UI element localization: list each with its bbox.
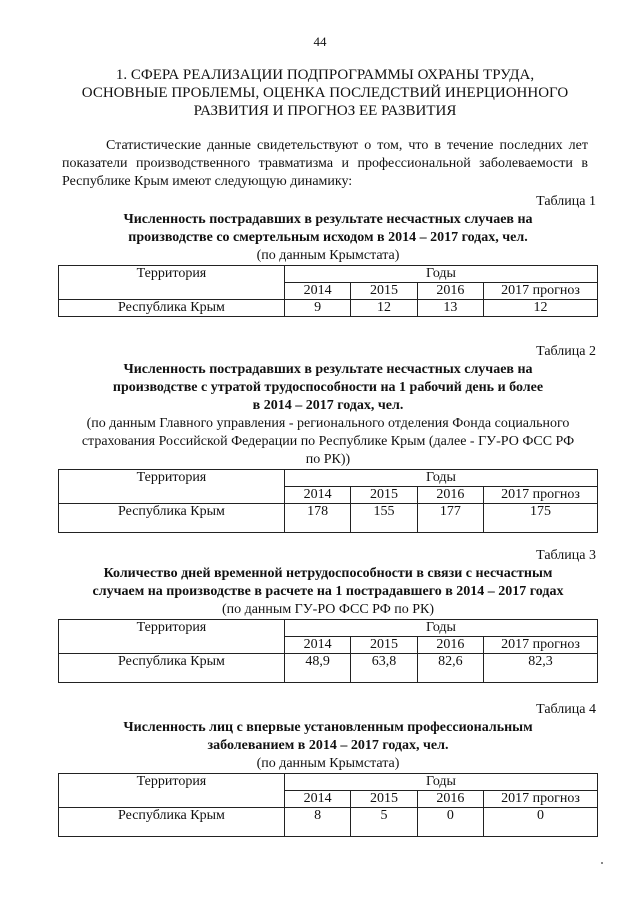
table-title-line: Численность пострадавших в результате несчастных случаев на bbox=[123, 362, 533, 377]
table-source: (по данным Главного управления - регионального отделения Фонда социального страхования Российской Федерации по Республике Крым (далее - ГУ-РО ФСС РФ по РК)) bbox=[81, 416, 575, 467]
table-row bbox=[59, 654, 598, 683]
value-cell: 12 bbox=[351, 300, 417, 317]
intro-text: Статистические данные свидетельствуют о том, что в течение последних лет показатели производственного травматизма и профессиональной заболеваемости в Республике Крым имеют следующую динамику: bbox=[62, 138, 588, 189]
row-label: Республика Крым bbox=[59, 504, 285, 533]
value-cell: 82,6 bbox=[417, 654, 483, 683]
table-title-line: Количество дней временной нетрудоспособности в связи с несчастным bbox=[103, 566, 553, 581]
table-title-line: заболеванием в 2014 – 2017 годах, чел. bbox=[207, 738, 449, 753]
table-title bbox=[58, 565, 598, 601]
table-header-row bbox=[59, 266, 598, 283]
table-title-line: Численность лиц с впервые установленным профессиональным bbox=[123, 720, 533, 735]
table-number: Таблица 1 bbox=[536, 194, 596, 209]
value-cell: 5 bbox=[351, 808, 417, 837]
year-cell: 2015 bbox=[351, 283, 417, 300]
table-source: (по данным ГУ-РО ФСС РФ по РК) bbox=[221, 602, 435, 617]
table-source: (по данным Крымстата) bbox=[256, 756, 400, 771]
table-header-row bbox=[59, 470, 598, 487]
table-row bbox=[59, 808, 598, 837]
year-cell: 2016 bbox=[417, 791, 483, 808]
year-cell: 2016 bbox=[417, 637, 483, 654]
year-cell: 2017 прогноз bbox=[484, 637, 598, 654]
table-title-line: производстве с утратой трудоспособности на 1 рабочий день и более bbox=[112, 380, 544, 395]
year-cell: 2017 прогноз bbox=[484, 487, 598, 504]
year-cell: 2015 bbox=[351, 637, 417, 654]
value-cell: 63,8 bbox=[351, 654, 417, 683]
year-cell: 2016 bbox=[417, 487, 483, 504]
heading-line: РАЗВИТИЯ И ПРОГНОЗ ЕЕ РАЗВИТИЯ bbox=[193, 103, 457, 119]
year-cell: 2015 bbox=[351, 487, 417, 504]
years-header: Годы bbox=[284, 266, 597, 283]
year-cell: 2017 прогноз bbox=[484, 791, 598, 808]
year-cell: 2014 bbox=[284, 791, 350, 808]
table-title-line: в 2014 – 2017 годах, чел. bbox=[252, 398, 404, 413]
value-cell: 13 bbox=[417, 300, 483, 317]
value-cell: 178 bbox=[284, 504, 350, 533]
table-title-line: производстве со смертельным исходом в 2014 – 2017 годах, чел. bbox=[128, 230, 528, 245]
table-4-block bbox=[58, 701, 598, 837]
value-cell: 48,9 bbox=[284, 654, 350, 683]
value-cell: 155 bbox=[351, 504, 417, 533]
table-title-line: Численность пострадавших в результате несчастных случаев на bbox=[123, 212, 533, 227]
intro-paragraph bbox=[62, 137, 588, 191]
table-number: Таблица 2 bbox=[536, 344, 596, 359]
scan-speck bbox=[601, 862, 603, 864]
table-source: (по данным Крымстата) bbox=[256, 248, 400, 263]
row-label: Республика Крым bbox=[59, 808, 285, 837]
years-header: Годы bbox=[284, 620, 597, 637]
years-header: Годы bbox=[284, 470, 597, 487]
heading-line: 1. СФЕРА РЕАЛИЗАЦИИ ПОДПРОГРАММЫ ОХРАНЫ ТРУДА, bbox=[115, 67, 535, 83]
data-table bbox=[58, 773, 598, 837]
year-cell: 2014 bbox=[284, 283, 350, 300]
table-3-block bbox=[58, 547, 598, 683]
table-title bbox=[68, 719, 588, 755]
table-number: Таблица 4 bbox=[536, 702, 596, 717]
year-cell: 2015 bbox=[351, 791, 417, 808]
value-cell: 0 bbox=[417, 808, 483, 837]
table-title bbox=[68, 361, 588, 415]
table-title bbox=[68, 211, 588, 247]
year-cell: 2014 bbox=[284, 487, 350, 504]
territory-header: Территория bbox=[59, 620, 285, 654]
page-number: 44 bbox=[313, 34, 327, 49]
value-cell: 12 bbox=[484, 300, 598, 317]
value-cell: 0 bbox=[484, 808, 598, 837]
table-1-block bbox=[58, 193, 598, 317]
value-cell: 82,3 bbox=[484, 654, 598, 683]
table-2-block bbox=[58, 343, 598, 533]
row-label: Республика Крым bbox=[59, 300, 285, 317]
table-header-row bbox=[59, 620, 598, 637]
data-table bbox=[58, 265, 598, 317]
section-heading bbox=[62, 66, 588, 120]
years-header: Годы bbox=[284, 774, 597, 791]
row-label: Республика Крым bbox=[59, 654, 285, 683]
table-header-row bbox=[59, 774, 598, 791]
territory-header: Территория bbox=[59, 774, 285, 808]
year-cell: 2017 прогноз bbox=[484, 283, 598, 300]
table-row bbox=[59, 300, 598, 317]
year-cell: 2014 bbox=[284, 637, 350, 654]
value-cell: 177 bbox=[417, 504, 483, 533]
value-cell: 175 bbox=[484, 504, 598, 533]
heading-line: ОСНОВНЫЕ ПРОБЛЕМЫ, ОЦЕНКА ПОСЛЕДСТВИЙ ИНЕРЦИОННОГО bbox=[81, 85, 569, 101]
territory-header: Территория bbox=[59, 470, 285, 504]
value-cell: 9 bbox=[284, 300, 350, 317]
year-cell: 2016 bbox=[417, 283, 483, 300]
territory-header: Территория bbox=[59, 266, 285, 300]
table-row bbox=[59, 504, 598, 533]
value-cell: 8 bbox=[284, 808, 350, 837]
data-table bbox=[58, 619, 598, 683]
table-number: Таблица 3 bbox=[536, 548, 596, 563]
data-table bbox=[58, 469, 598, 533]
table-title-line: случаем на производстве в расчете на 1 пострадавшего в 2014 – 2017 годах bbox=[92, 584, 564, 599]
